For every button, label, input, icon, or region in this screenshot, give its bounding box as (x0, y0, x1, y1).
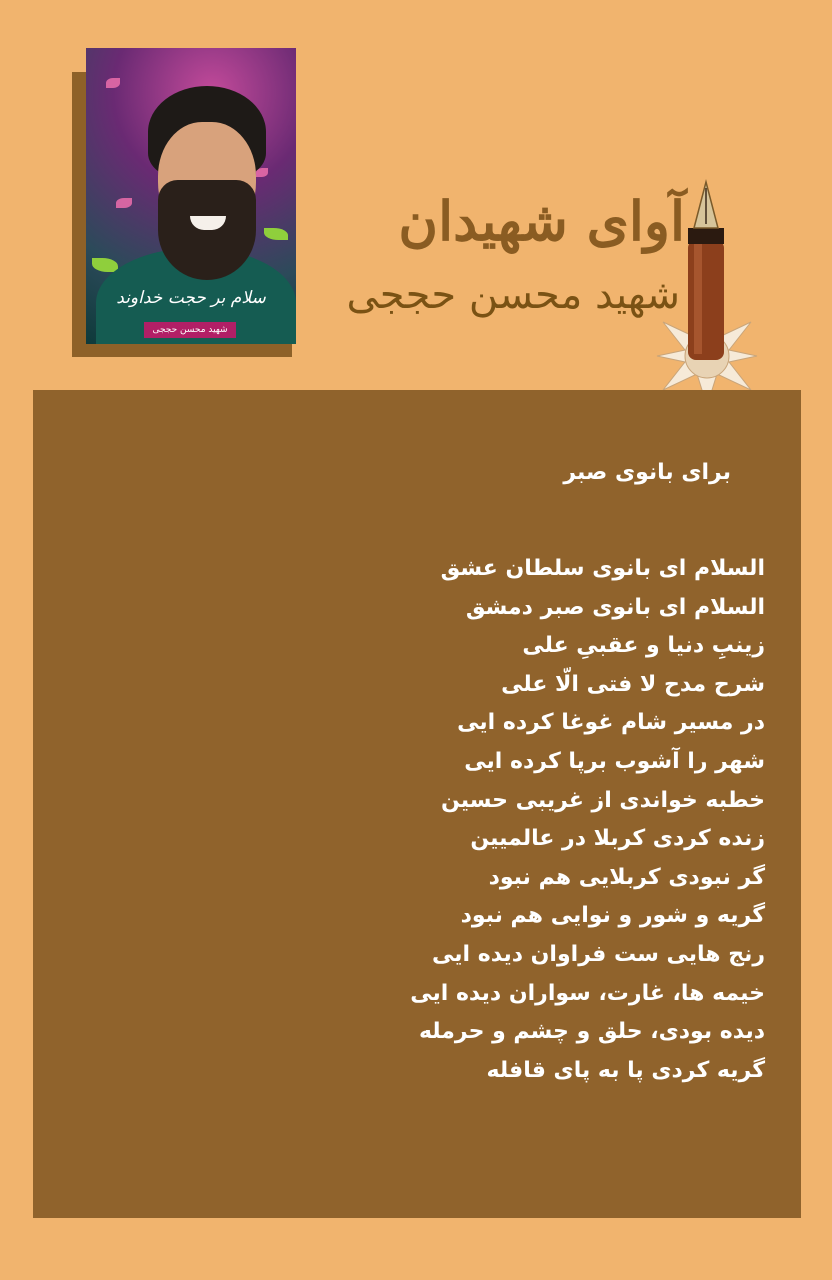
poem-title: برای بانوی صبر (563, 460, 731, 485)
poem-line: دیده بودی، حلق و چشم و حرمله (418, 1019, 765, 1045)
martyr-portrait-image (86, 48, 296, 344)
fountain-pen-logo-icon (608, 178, 806, 408)
portrait-name-tag: شهید محسن حججی (144, 322, 236, 338)
poem-line: در مسیر شام غوغا کرده ایی (457, 710, 765, 736)
poem-line: گر نبودی کربلایی هم نبود (488, 864, 765, 890)
poem-line: شهر را آشوب برپا کرده ایی (464, 748, 765, 774)
poem-line: زنده کردی کربلا در عالمیین (470, 826, 765, 852)
portrait-calligraphy: سلام بر حجت خداوند (116, 288, 266, 308)
petal-decoration (116, 198, 132, 208)
poem-line: السلام ای بانوی سلطان عشق (440, 556, 765, 581)
portrait-beard (158, 180, 256, 280)
poem-line: خیمه ها، غارت، سواران دیده ایی (410, 980, 765, 1006)
martyr-name-subtitle: شهید محسن حججی (346, 272, 680, 318)
poem-line: زینبِ دنیا و عقبیِ علی (522, 633, 765, 659)
poem-line: رنج هایی ست فراوان دیده ایی (432, 941, 765, 967)
poem-line: السلام ای بانوی صبر دمشق (465, 594, 765, 620)
poem-panel (33, 390, 801, 1218)
poem-verses (65, 550, 765, 1090)
petal-decoration (106, 78, 120, 88)
poem-line: گریه و شور و نوایی هم نبود (460, 903, 765, 929)
site-logo-text: آوای شهیدان (398, 189, 685, 253)
poem-line: خطبه خواندی از غریبی حسین (440, 787, 765, 813)
poem-line: گریه کردی پا به پای قافله (486, 1057, 765, 1083)
leaf-decoration (264, 228, 288, 240)
poem-line: شرح مدح لا فتی الّا علی (501, 671, 765, 697)
